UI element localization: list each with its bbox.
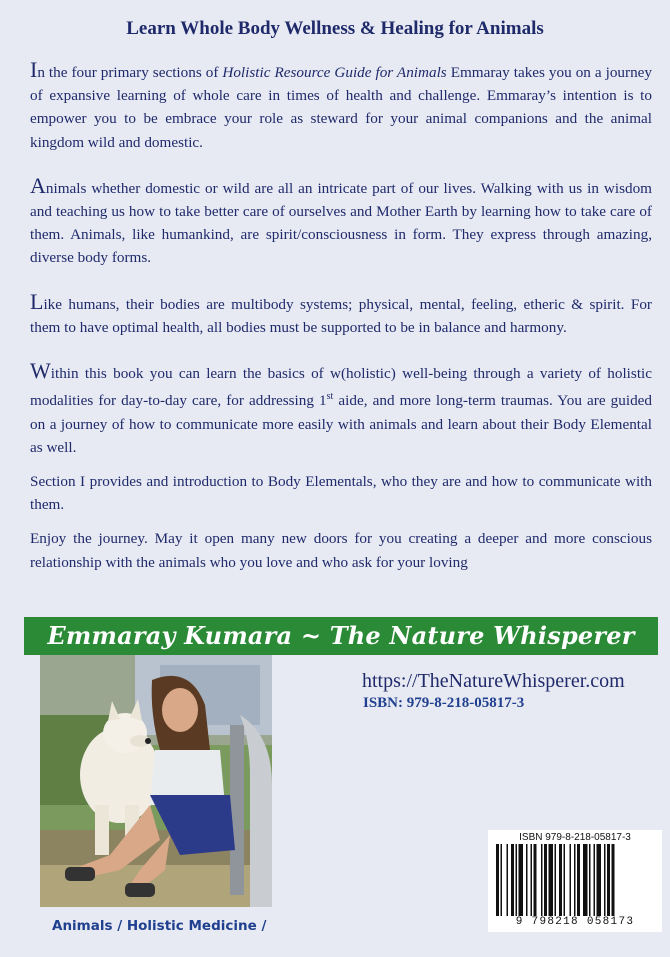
author-banner: Emmaray Kumara ~ The Nature Whisperer [24, 617, 658, 655]
category-label: Animals / Holistic Medicine / [52, 918, 267, 934]
dropcap: L [30, 288, 44, 314]
paragraph-5: Section I provides and introduction to Body Elementals, who they are and how to communicate with them. [30, 472, 652, 514]
paragraph-4 [30, 359, 652, 459]
website-url: https://TheNatureWhisperer.com [362, 670, 625, 692]
paragraph-text: Emmaray takes you on a journey of expansive learning of whole care in times of health and challenge. Emmaray’s intention is to empower you to be embrace your role as steward for your animal companions and the animal kingdom wild and domestic. [30, 64, 652, 151]
isbn-text: ISBN: 979-8-218-05817-3 [363, 695, 525, 711]
barcode-digits: 9 798218 058173 [515, 916, 635, 928]
paragraph-3 [30, 290, 652, 339]
paragraph-1 [30, 58, 652, 154]
paragraph-text: ithin this book you can learn the basics of w(holistic) well-being through a variety of holistic modalities for day-to-day care, for addressing 1 [30, 365, 652, 410]
superscript: st [326, 391, 334, 403]
paragraph-text: aide, and more long-term traumas. You are guided on a journey of how to communicate more easily with animals and learn about their Body Elemental as well. [30, 392, 652, 456]
paragraph-2 [30, 174, 652, 270]
paragraph-text: nimals whether domestic or wild are all an intricate part of our lives. Walking with us in wisdom and teaching us how to take better care of ourselves and Mother Earth by learning how to take care of them. Animals, like humankind, are spirit/consciousness in form. They express through amazing, diverse body forms. [30, 179, 652, 267]
paragraph-6: Enjoy the journey. May it open many new doors for you creating a deeper and more conscious relationship with the animals who you love and who ask for your loving [30, 530, 652, 571]
author-with-dog-illustration [40, 655, 272, 907]
paragraph-text: n the four primary sections of [37, 64, 223, 81]
body-text [30, 58, 652, 593]
book-title: Holistic Resource Guide for Animals [222, 64, 447, 81]
page-title: Learn Whole Body Wellness & Healing for Animals [126, 18, 544, 39]
dropcap: A [30, 172, 46, 198]
barcode-label: ISBN 979-8-218-05817-3 [519, 832, 631, 843]
dropcap: W [30, 358, 51, 384]
paragraph-text: ike humans, their bodies are multibody systems; physical, mental, feeling, etheric & spirit. For them to have optimal health, all bodies must be supported to be in balance and harmony. [30, 295, 652, 336]
author-photo [40, 655, 272, 907]
barcode-bars [496, 844, 654, 916]
isbn-barcode [488, 830, 662, 932]
dropcap: I [30, 57, 38, 82]
